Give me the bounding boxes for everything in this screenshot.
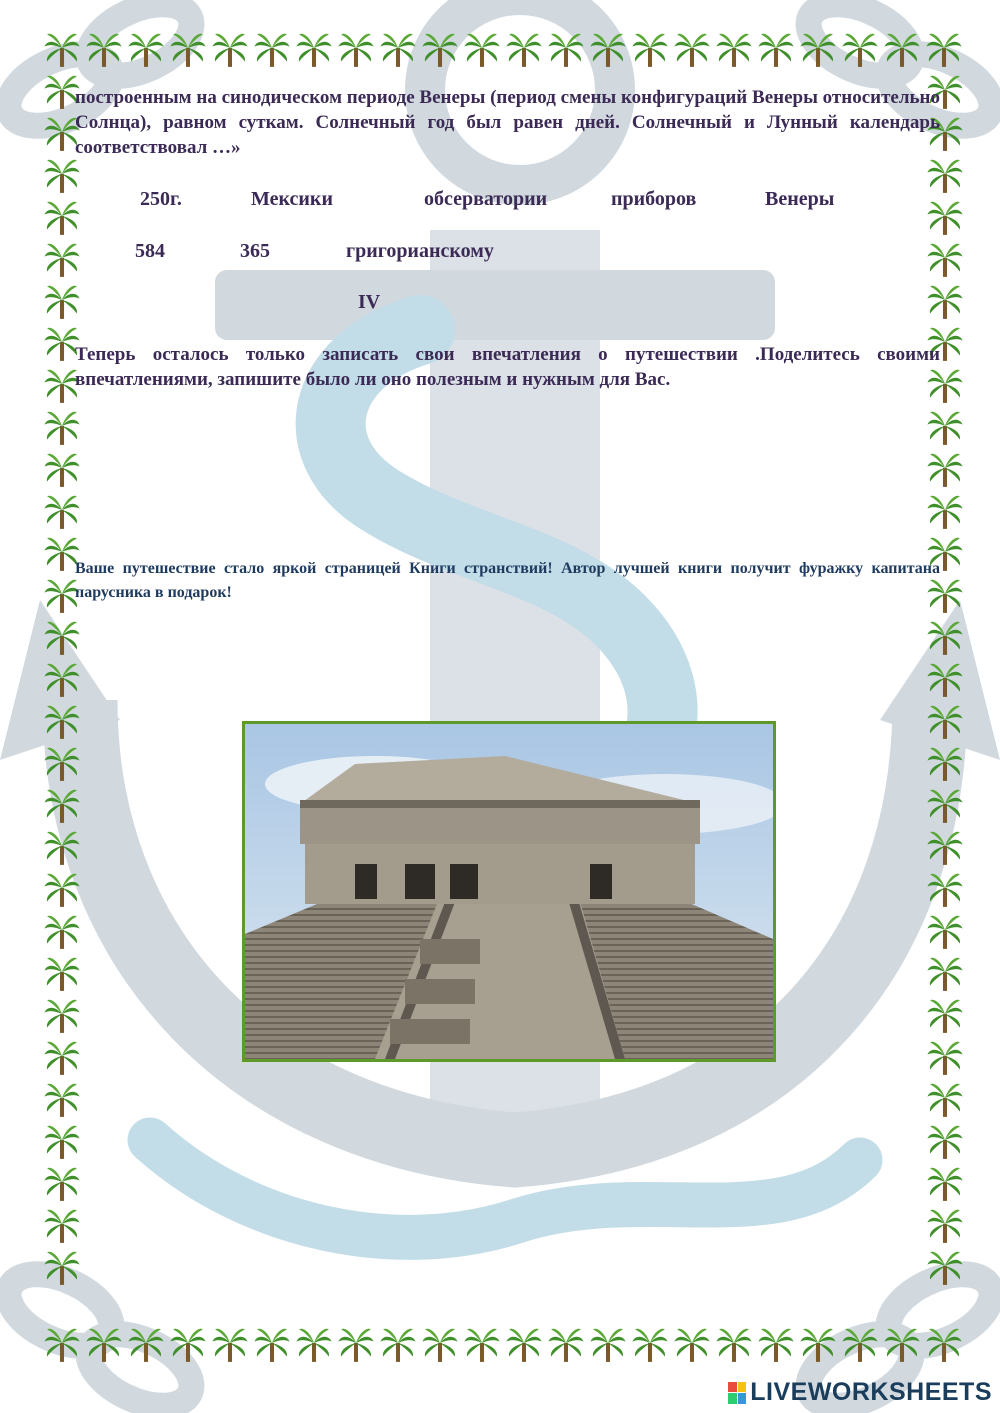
- word-250g[interactable]: 250г.: [140, 188, 182, 210]
- palm-icon: [212, 1329, 247, 1362]
- palm-icon: [44, 244, 79, 277]
- palm-icon: [927, 1042, 962, 1075]
- palm-icon: [254, 1329, 289, 1362]
- palm-icon: [170, 34, 205, 67]
- palm-icon: [927, 496, 962, 529]
- palm-icon: [927, 706, 962, 739]
- palm-icon: [758, 1329, 793, 1362]
- palm-icon: [842, 1329, 877, 1362]
- palm-icon: [758, 34, 793, 67]
- pyramid-photo: [242, 721, 776, 1062]
- palm-icon: [464, 34, 499, 67]
- palm-icon: [927, 832, 962, 865]
- palm-icon: [44, 664, 79, 697]
- word-instruments[interactable]: приборов: [611, 188, 697, 210]
- palm-icon: [927, 916, 962, 949]
- palm-icon: [927, 748, 962, 781]
- palm-icon: [380, 1329, 415, 1362]
- palm-icon: [927, 1084, 962, 1117]
- palm-icon: [44, 916, 79, 949]
- palm-icon: [44, 286, 79, 319]
- word-584[interactable]: 584: [135, 240, 165, 262]
- palm-icon: [927, 790, 962, 823]
- palm-icon: [716, 34, 751, 67]
- logo-icon: [728, 1382, 746, 1404]
- palm-icon: [44, 1329, 79, 1362]
- palm-icon: [842, 34, 877, 67]
- palm-icon: [44, 958, 79, 991]
- palm-icon: [212, 34, 247, 67]
- palm-icon: [927, 1168, 962, 1201]
- text-paragraph-2: Теперь осталось только записать свои впечатления о путешествии .Поделитесь своими впечатлениями, запишите было ли оно полезным и нужным для Вас.: [75, 344, 940, 390]
- palm-icon: [44, 1168, 79, 1201]
- palm-icon: [44, 1000, 79, 1033]
- palm-icon: [296, 1329, 331, 1362]
- palm-icon: [927, 286, 962, 319]
- palm-icon: [506, 1329, 541, 1362]
- text-paragraph-3: Ваше путешествие стало яркой страницей Книги странствий! Автор лучшей книги получит фуражку капитана парусника в подарок!: [75, 560, 940, 601]
- palm-icon: [44, 706, 79, 739]
- word-iv[interactable]: IV: [358, 291, 381, 313]
- liveworksheets-logo[interactable]: [728, 1378, 992, 1407]
- palm-icon: [800, 34, 835, 67]
- palm-icon: [44, 202, 79, 235]
- palm-icon: [884, 34, 919, 67]
- palm-icon: [927, 244, 962, 277]
- palm-icon: [927, 874, 962, 907]
- palm-icon: [927, 1210, 962, 1243]
- palm-icon: [548, 34, 583, 67]
- palm-icon: [44, 748, 79, 781]
- palm-icon: [506, 34, 541, 67]
- palm-icon: [927, 202, 962, 235]
- palm-icon: [128, 1329, 163, 1362]
- palm-icon: [632, 1329, 667, 1362]
- palm-icon: [927, 1126, 962, 1159]
- palm-icon: [927, 622, 962, 655]
- palm-icon: [44, 1210, 79, 1243]
- brand-name: LIVEWORKSHEETS: [750, 1378, 992, 1406]
- palm-icon: [86, 34, 121, 67]
- word-observatory[interactable]: обсерватории: [424, 188, 548, 210]
- palm-icon: [44, 790, 79, 823]
- palm-icon: [927, 160, 962, 193]
- palm-icon: [86, 1329, 121, 1362]
- palm-icon: [674, 34, 709, 67]
- palm-icon: [926, 1329, 961, 1362]
- word-mexico[interactable]: Мексики: [251, 188, 333, 210]
- palm-icon: [674, 1329, 709, 1362]
- palm-icon: [927, 958, 962, 991]
- palm-icon: [254, 34, 289, 67]
- palm-icon: [927, 412, 962, 445]
- palm-icon: [422, 34, 457, 67]
- palm-icon: [44, 454, 79, 487]
- word-gregorian[interactable]: григорианскому: [346, 240, 494, 262]
- palm-icon: [927, 1252, 962, 1285]
- palm-icon: [44, 1126, 79, 1159]
- palm-icon: [927, 664, 962, 697]
- palm-icon: [380, 34, 415, 67]
- palm-icon: [422, 1329, 457, 1362]
- palm-icon: [548, 1329, 583, 1362]
- palm-icon: [632, 34, 667, 67]
- palm-icon: [44, 874, 79, 907]
- palm-icon: [338, 1329, 373, 1362]
- palm-icon: [296, 34, 331, 67]
- palm-icon: [590, 1329, 625, 1362]
- palm-icon: [44, 412, 79, 445]
- palm-icon: [170, 1329, 205, 1362]
- palm-icon: [44, 1084, 79, 1117]
- palm-icon: [44, 1042, 79, 1075]
- word-365[interactable]: 365: [240, 240, 270, 262]
- palm-icon: [128, 34, 163, 67]
- palm-icon: [44, 622, 79, 655]
- text-paragraph-1: построенным на синодическом периоде Венеры (период смены конфигураций Венеры относительно Солнца), равном суткам. Солнечный год был равен дней. Солнечный и Лунный календарь соответствовал …»: [75, 87, 940, 158]
- word-venus[interactable]: Венеры: [765, 188, 835, 210]
- palm-icon: [44, 1252, 79, 1285]
- palm-icon: [590, 34, 625, 67]
- palm-icon: [44, 496, 79, 529]
- palm-icon: [44, 160, 79, 193]
- palm-icon: [44, 34, 79, 67]
- palm-icon: [926, 34, 961, 67]
- palm-icon: [884, 1329, 919, 1362]
- palm-icon: [927, 1000, 962, 1033]
- palm-icon: [800, 1329, 835, 1362]
- palm-icon: [927, 454, 962, 487]
- palm-icon: [464, 1329, 499, 1362]
- palm-icon: [716, 1329, 751, 1362]
- palm-icon: [44, 832, 79, 865]
- palm-icon: [338, 34, 373, 67]
